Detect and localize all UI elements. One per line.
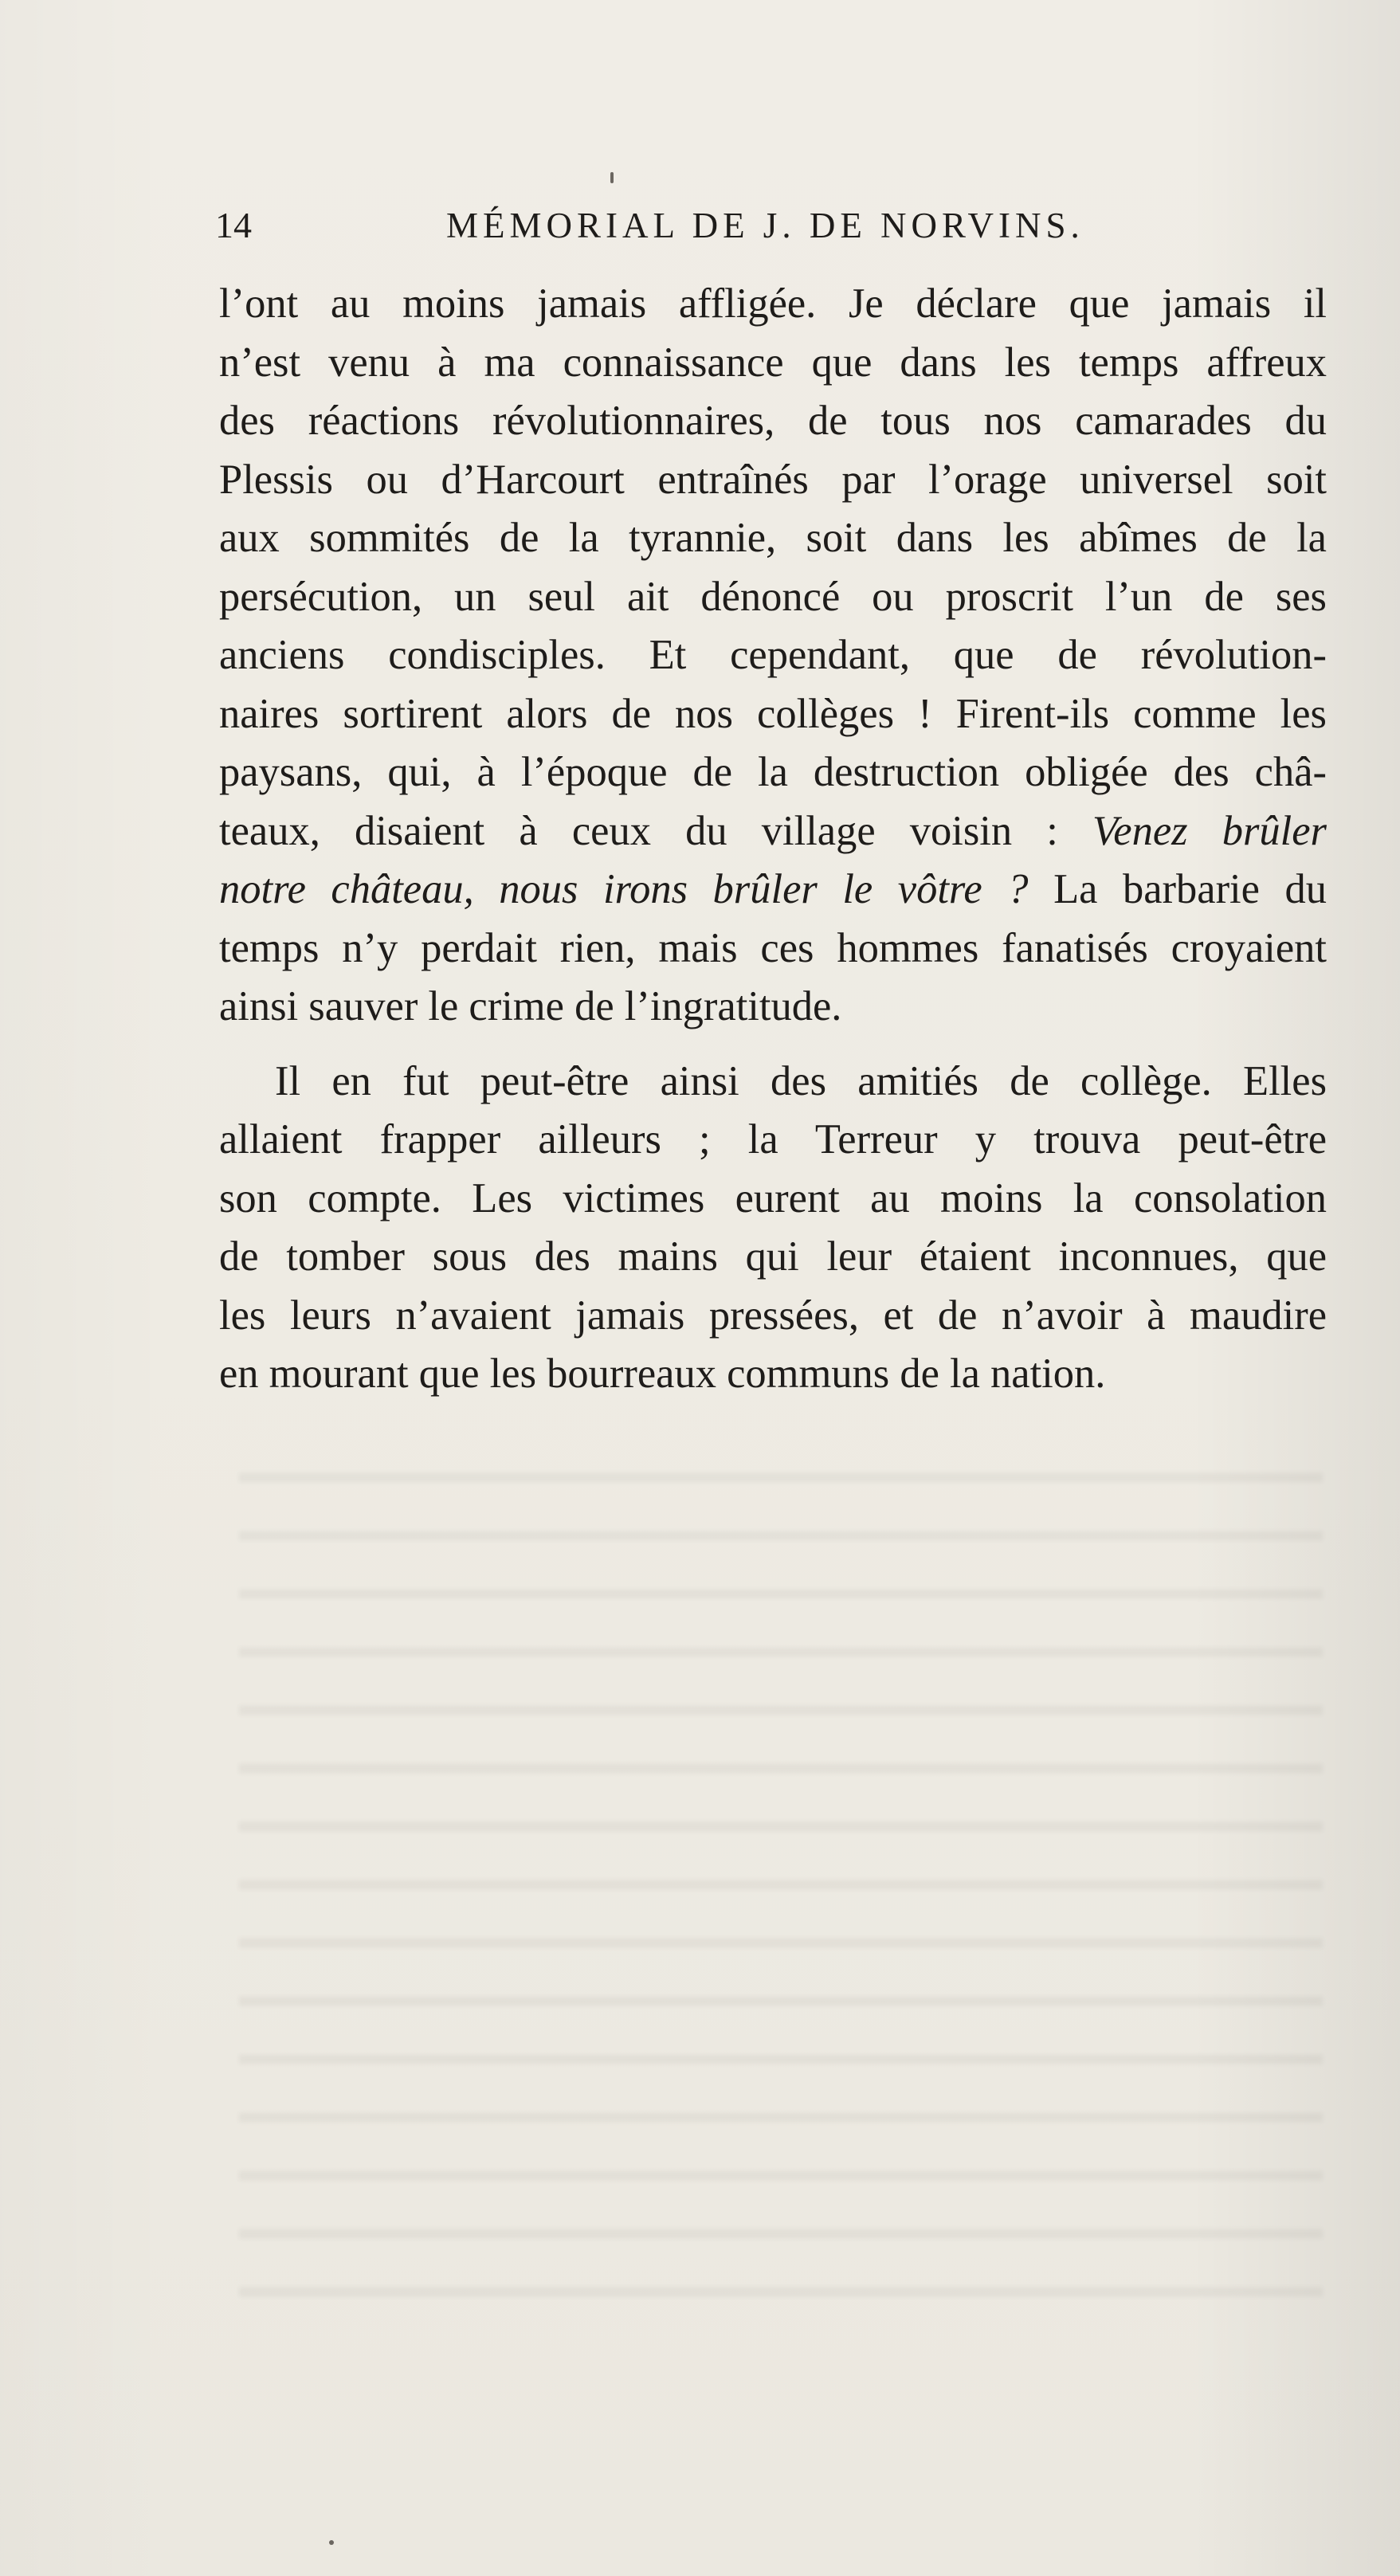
text-line: n’est venu à ma connaissance que dans les temps affreux (219, 339, 1327, 386)
text-line: paysans, qui, à l’époque de la destruction obligée des châ- (219, 749, 1327, 795)
text-run: teaux, disaient à ceux du village voisin : (219, 807, 1093, 854)
page-number: 14 (215, 205, 252, 245)
text-line: l’ont au moins jamais affligée. Je déclare que jamais il (219, 280, 1327, 327)
paper-speck (610, 172, 614, 183)
text-line: les leurs n’avaient jamais pressées, et de n’avoir à maudire (219, 1292, 1327, 1339)
text-line: allaient frapper ailleurs ; la Terreur y trouva peut-être (219, 1116, 1327, 1163)
text-line: en mourant que les bourreaux communs de la nation. (219, 1351, 1106, 1397)
page-header (215, 198, 1323, 253)
body-text (219, 275, 1327, 1404)
text-line: persécution, un seul ait dénoncé ou proscrit l’un de ses (219, 573, 1327, 620)
text-line: naires sortirent alors de nos collèges ! Firent-ils comme les (219, 690, 1327, 737)
text-run: La barbarie du (1028, 866, 1327, 912)
paragraph-start-line: Il en fut peut-être ainsi des amitiés de collège. Elles (275, 1057, 1327, 1104)
text-line: Plessis ou d’Harcourt entraînés par l’orage universel soit (219, 456, 1327, 503)
text-line: des réactions révolutionnaires, de tous nos camarades du (219, 398, 1327, 444)
text-line: anciens condisciples. Et cependant, que de révolution- (219, 632, 1327, 678)
italic-text-run: notre château, nous irons brûler le vôtre ? (219, 866, 1029, 912)
italic-text-run: Venez brûler (1092, 807, 1327, 854)
running-head: MÉMORIAL DE J. DE NORVINS. (446, 206, 1084, 245)
text-line (219, 802, 1327, 861)
text-line: ainsi sauver le crime de l’ingratitude. (219, 983, 842, 1029)
text-line: de tomber sous des mains qui leur étaient inconnues, que (219, 1233, 1327, 1280)
text-line: aux sommités de la tyrannie, soit dans les abîmes de la (219, 515, 1327, 561)
text-line (219, 861, 1327, 919)
show-through-texture (239, 1434, 1323, 2311)
text-line: son compte. Les victimes eurent au moins la consolation (219, 1174, 1327, 1221)
text-line: temps n’y perdait rien, mais ces hommes fanatisés croyaient (219, 924, 1327, 971)
paper-speck (329, 2540, 334, 2545)
